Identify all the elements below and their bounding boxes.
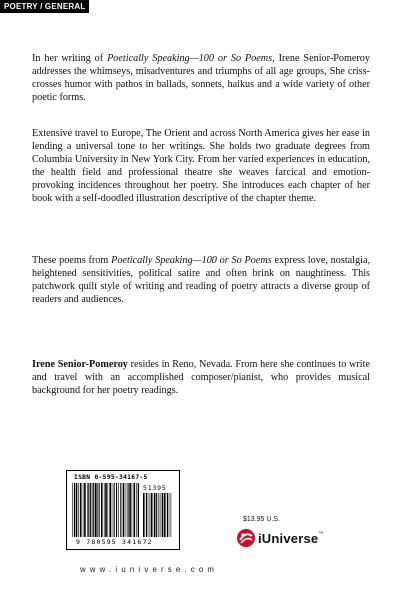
barcode-bar — [126, 483, 127, 537]
barcode-bar — [123, 483, 125, 537]
barcode-bar — [146, 493, 147, 537]
barcode-bar — [128, 483, 129, 537]
barcode-bar — [78, 483, 79, 537]
barcode-bar — [83, 483, 84, 537]
barcode-bar — [95, 483, 97, 537]
barcode-bar — [97, 483, 98, 537]
barcode-bar — [104, 483, 105, 537]
barcode-bar — [160, 493, 161, 537]
barcode-bar — [143, 493, 145, 537]
barcode-bar — [118, 483, 119, 537]
p3-book-title: Poetically Speaking—100 or So Poems — [111, 255, 272, 266]
barcode-bar — [169, 493, 170, 537]
trademark-symbol: ™ — [318, 531, 324, 537]
barcode-bar — [74, 483, 75, 537]
isbn-barcode — [71, 483, 139, 537]
barcode-bar — [136, 483, 137, 537]
p1-book-title: Poetically Speaking—100 or So Poems — [107, 53, 273, 64]
p3-text-pre: These poems from — [32, 255, 112, 266]
barcode-bar — [156, 493, 157, 537]
publisher-logo — [236, 528, 356, 548]
barcode-bar — [112, 483, 113, 537]
barcode-bar — [116, 483, 117, 537]
barcode-bar — [134, 483, 136, 537]
barcode-bar — [90, 483, 91, 537]
barcode-bar — [101, 483, 103, 537]
p3-text-post: express love, nostalgia, heightened sensitivities, political satire and often brink on naughtiness. This patchwork quilt style of writing and reading of poetry attracts a diverse group of readers and audiences. — [32, 255, 371, 306]
barcode-bar — [76, 483, 78, 537]
description-paragraph-3 — [32, 254, 370, 306]
barcode-bar — [92, 483, 93, 537]
barcode-bar — [159, 493, 160, 537]
barcode-bar — [164, 493, 166, 537]
price-label: $13.95 U.S. — [243, 516, 280, 523]
barcode-bar — [93, 483, 94, 537]
barcode-bar — [138, 483, 139, 537]
barcode-bar — [99, 483, 100, 537]
barcode-bar — [109, 483, 111, 537]
barcode-bar — [120, 483, 121, 537]
author-bio-text: resides in Reno, Nevada. From here she continues to write and travel with an accomplished composer/pianist, who provides musical background for her poetry readings. — [32, 359, 370, 397]
p1-text-post: , Irene Senior-Pomeroy addresses the whimseys, misadventures and triumphs of all age groups, She criss-crosses humor with pathos in ballads, sonnets, haikus and a wide variety of other poetic forms. — [32, 53, 370, 104]
publisher-name-text: iUniverse — [258, 531, 319, 546]
barcode-bar — [87, 483, 88, 537]
barcode-bar — [151, 493, 153, 537]
price-barcode-digits: 51395 — [143, 484, 167, 492]
p1-text-pre: In her writing of — [32, 53, 108, 64]
barcode-bar — [132, 483, 133, 537]
publisher-website: www.iuniverse.com — [80, 565, 219, 574]
barcode-bar — [167, 493, 168, 537]
author-name: Irene Senior-Pomeroy — [32, 359, 128, 370]
description-paragraph-1 — [32, 52, 370, 104]
barcode-bar — [148, 493, 149, 537]
barcode-bar — [114, 483, 115, 537]
description-paragraph-2: Extensive travel to Europe, The Orient and across North America gives her ease in lending a universal tone to her writings. She holds two graduate degrees from Columbia University in New York City. From her varied experiences in education, the health field and professional theatre she weaves farcical and emotion-provoking incidences throughout her poetry. She introduces each chapter of her book with a self-doodled illustration descriptive of the chapter theme. — [32, 128, 370, 205]
publisher-name — [258, 531, 324, 546]
category-label: POETRY / GENERAL — [0, 0, 89, 13]
barcode-bar — [88, 483, 89, 537]
barcode-bar — [105, 483, 107, 537]
barcode-bar — [129, 483, 131, 537]
barcode-bar — [84, 483, 86, 537]
iuniverse-swirl-icon — [236, 528, 256, 548]
isbn-label: ISBN 0-595-34167-5 — [74, 474, 148, 481]
barcode-digits: 9 780595 341672 — [76, 538, 153, 546]
author-bio — [32, 358, 370, 397]
barcode-bar — [150, 493, 151, 537]
barcode-bar — [171, 493, 172, 537]
barcode-bar — [80, 483, 82, 537]
price-barcode — [142, 493, 172, 541]
barcode-bar — [154, 493, 156, 537]
barcode-bar — [162, 493, 164, 537]
barcode-bar — [72, 483, 73, 537]
barcode-bar — [108, 483, 109, 537]
